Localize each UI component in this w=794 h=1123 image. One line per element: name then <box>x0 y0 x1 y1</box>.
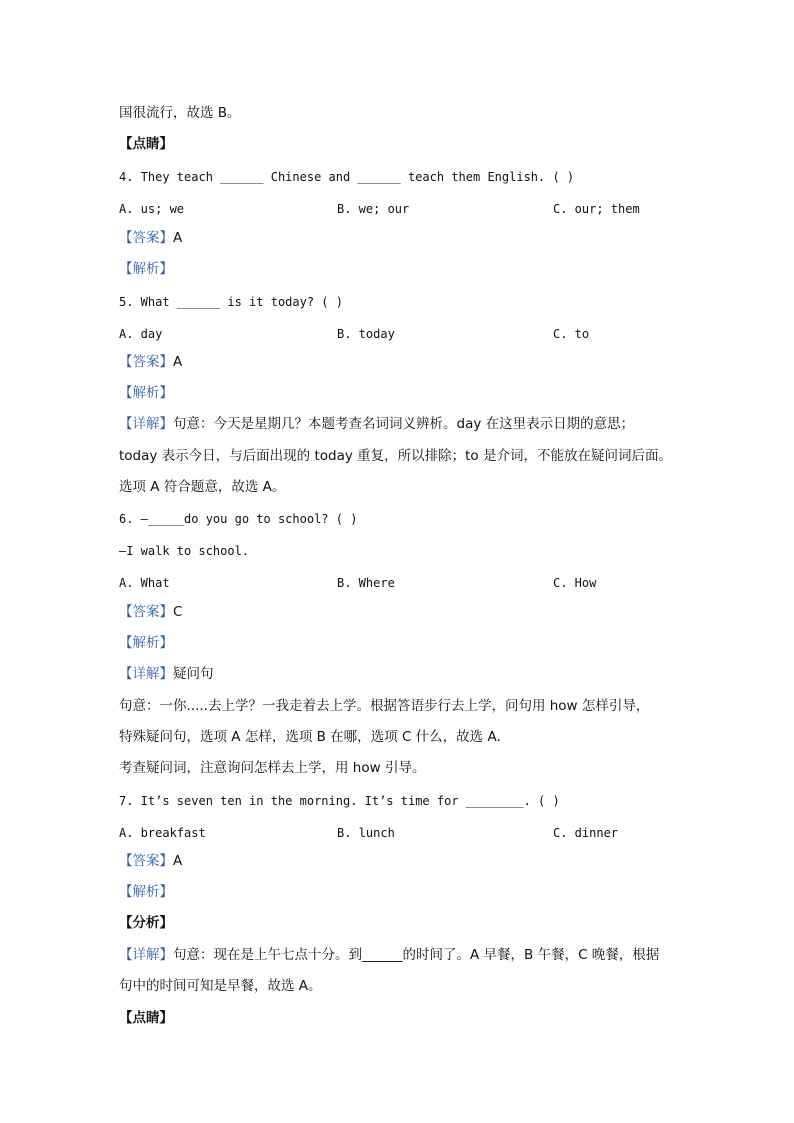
analysis-tag: 【解析】 <box>119 884 173 900</box>
detail-line <box>119 946 659 964</box>
detail-tag: 【详解】 <box>119 416 173 432</box>
option-b: B. we; our <box>337 202 410 216</box>
option-b: B. Where <box>337 576 395 590</box>
detail-tag: 【详解】 <box>119 666 173 682</box>
option-b: B. today <box>337 327 395 341</box>
answer-tag: 【答案】 <box>119 354 173 370</box>
detail-line: 特殊疑问句，选项 A 怎样，选项 B 在哪，选项 C 什么，故选 A. <box>119 729 501 745</box>
answer-value: C <box>173 604 183 620</box>
detail-line <box>119 415 634 433</box>
analysis-tag: 【解析】 <box>119 261 173 277</box>
detail-text: 疑问句 <box>173 666 214 682</box>
answer-value: A <box>173 354 183 370</box>
detail-line: 选项 A 符合题意，故选 A。 <box>119 479 286 495</box>
detail-line: today 表示今日，与后面出现的 today 重复，所以排除；to 是介词，不能放在疑问词后面。 <box>119 448 672 464</box>
option-c: C. dinner <box>553 826 619 840</box>
answer-line <box>119 353 182 371</box>
answer-line <box>119 603 182 621</box>
section-tag-dianjing: 【点睛】 <box>119 1010 173 1026</box>
answer-value: A <box>173 853 183 869</box>
answer-tag: 【答案】 <box>119 853 173 869</box>
option-c: C. to <box>553 327 590 341</box>
option-c: C. How <box>553 576 597 590</box>
option-b: B. lunch <box>337 826 395 840</box>
detail-line: 句意：一你.....去上学？一我走着去上学。根据答语步行去上学，问句用 how 怎样引导， <box>119 698 650 714</box>
option-a: A. day <box>119 327 163 341</box>
reply-line: —I walk to school. <box>119 544 250 558</box>
detail-text: 句意：今天是星期几？本题考查名词词义辨析。day 在这里表示日期的意思； <box>173 416 635 432</box>
section-tag-fenxi: 【分析】 <box>119 915 173 931</box>
detail-line <box>119 665 214 683</box>
detail-text: 句意：现在是上午七点十分。到______的时间了。A 早餐，B 午餐，C 晚餐，根据 <box>173 947 660 963</box>
question-4: 4. They teach ______ Chinese and ______ teach them English. ( ) <box>119 170 575 184</box>
detail-line: 句中的时间可知是早餐，故选 A。 <box>119 978 322 994</box>
question-5: 5. What ______ is it today? ( ) <box>119 295 343 309</box>
answer-line <box>119 229 182 247</box>
section-tag-dianjing: 【点睛】 <box>119 136 173 152</box>
answer-line <box>119 852 182 870</box>
option-c: C. our; them <box>553 202 640 216</box>
answer-tag: 【答案】 <box>119 230 173 246</box>
question-6: 6. —_____do you go to school? ( ) <box>119 512 358 526</box>
analysis-tag: 【解析】 <box>119 385 173 401</box>
option-a: A. breakfast <box>119 826 206 840</box>
text-line: 国很流行，故选 B。 <box>119 105 241 121</box>
answer-tag: 【答案】 <box>119 604 173 620</box>
detail-tag: 【详解】 <box>119 947 173 963</box>
question-7: 7. It’s seven ten in the morning. It’s time for ________. ( ) <box>119 794 560 808</box>
answer-value: A <box>173 230 183 246</box>
analysis-tag: 【解析】 <box>119 635 173 651</box>
option-a: A. us; we <box>119 202 185 216</box>
detail-line: 考查疑问词，注意询问怎样去上学，用 how 引导。 <box>119 760 426 776</box>
option-a: A. What <box>119 576 170 590</box>
